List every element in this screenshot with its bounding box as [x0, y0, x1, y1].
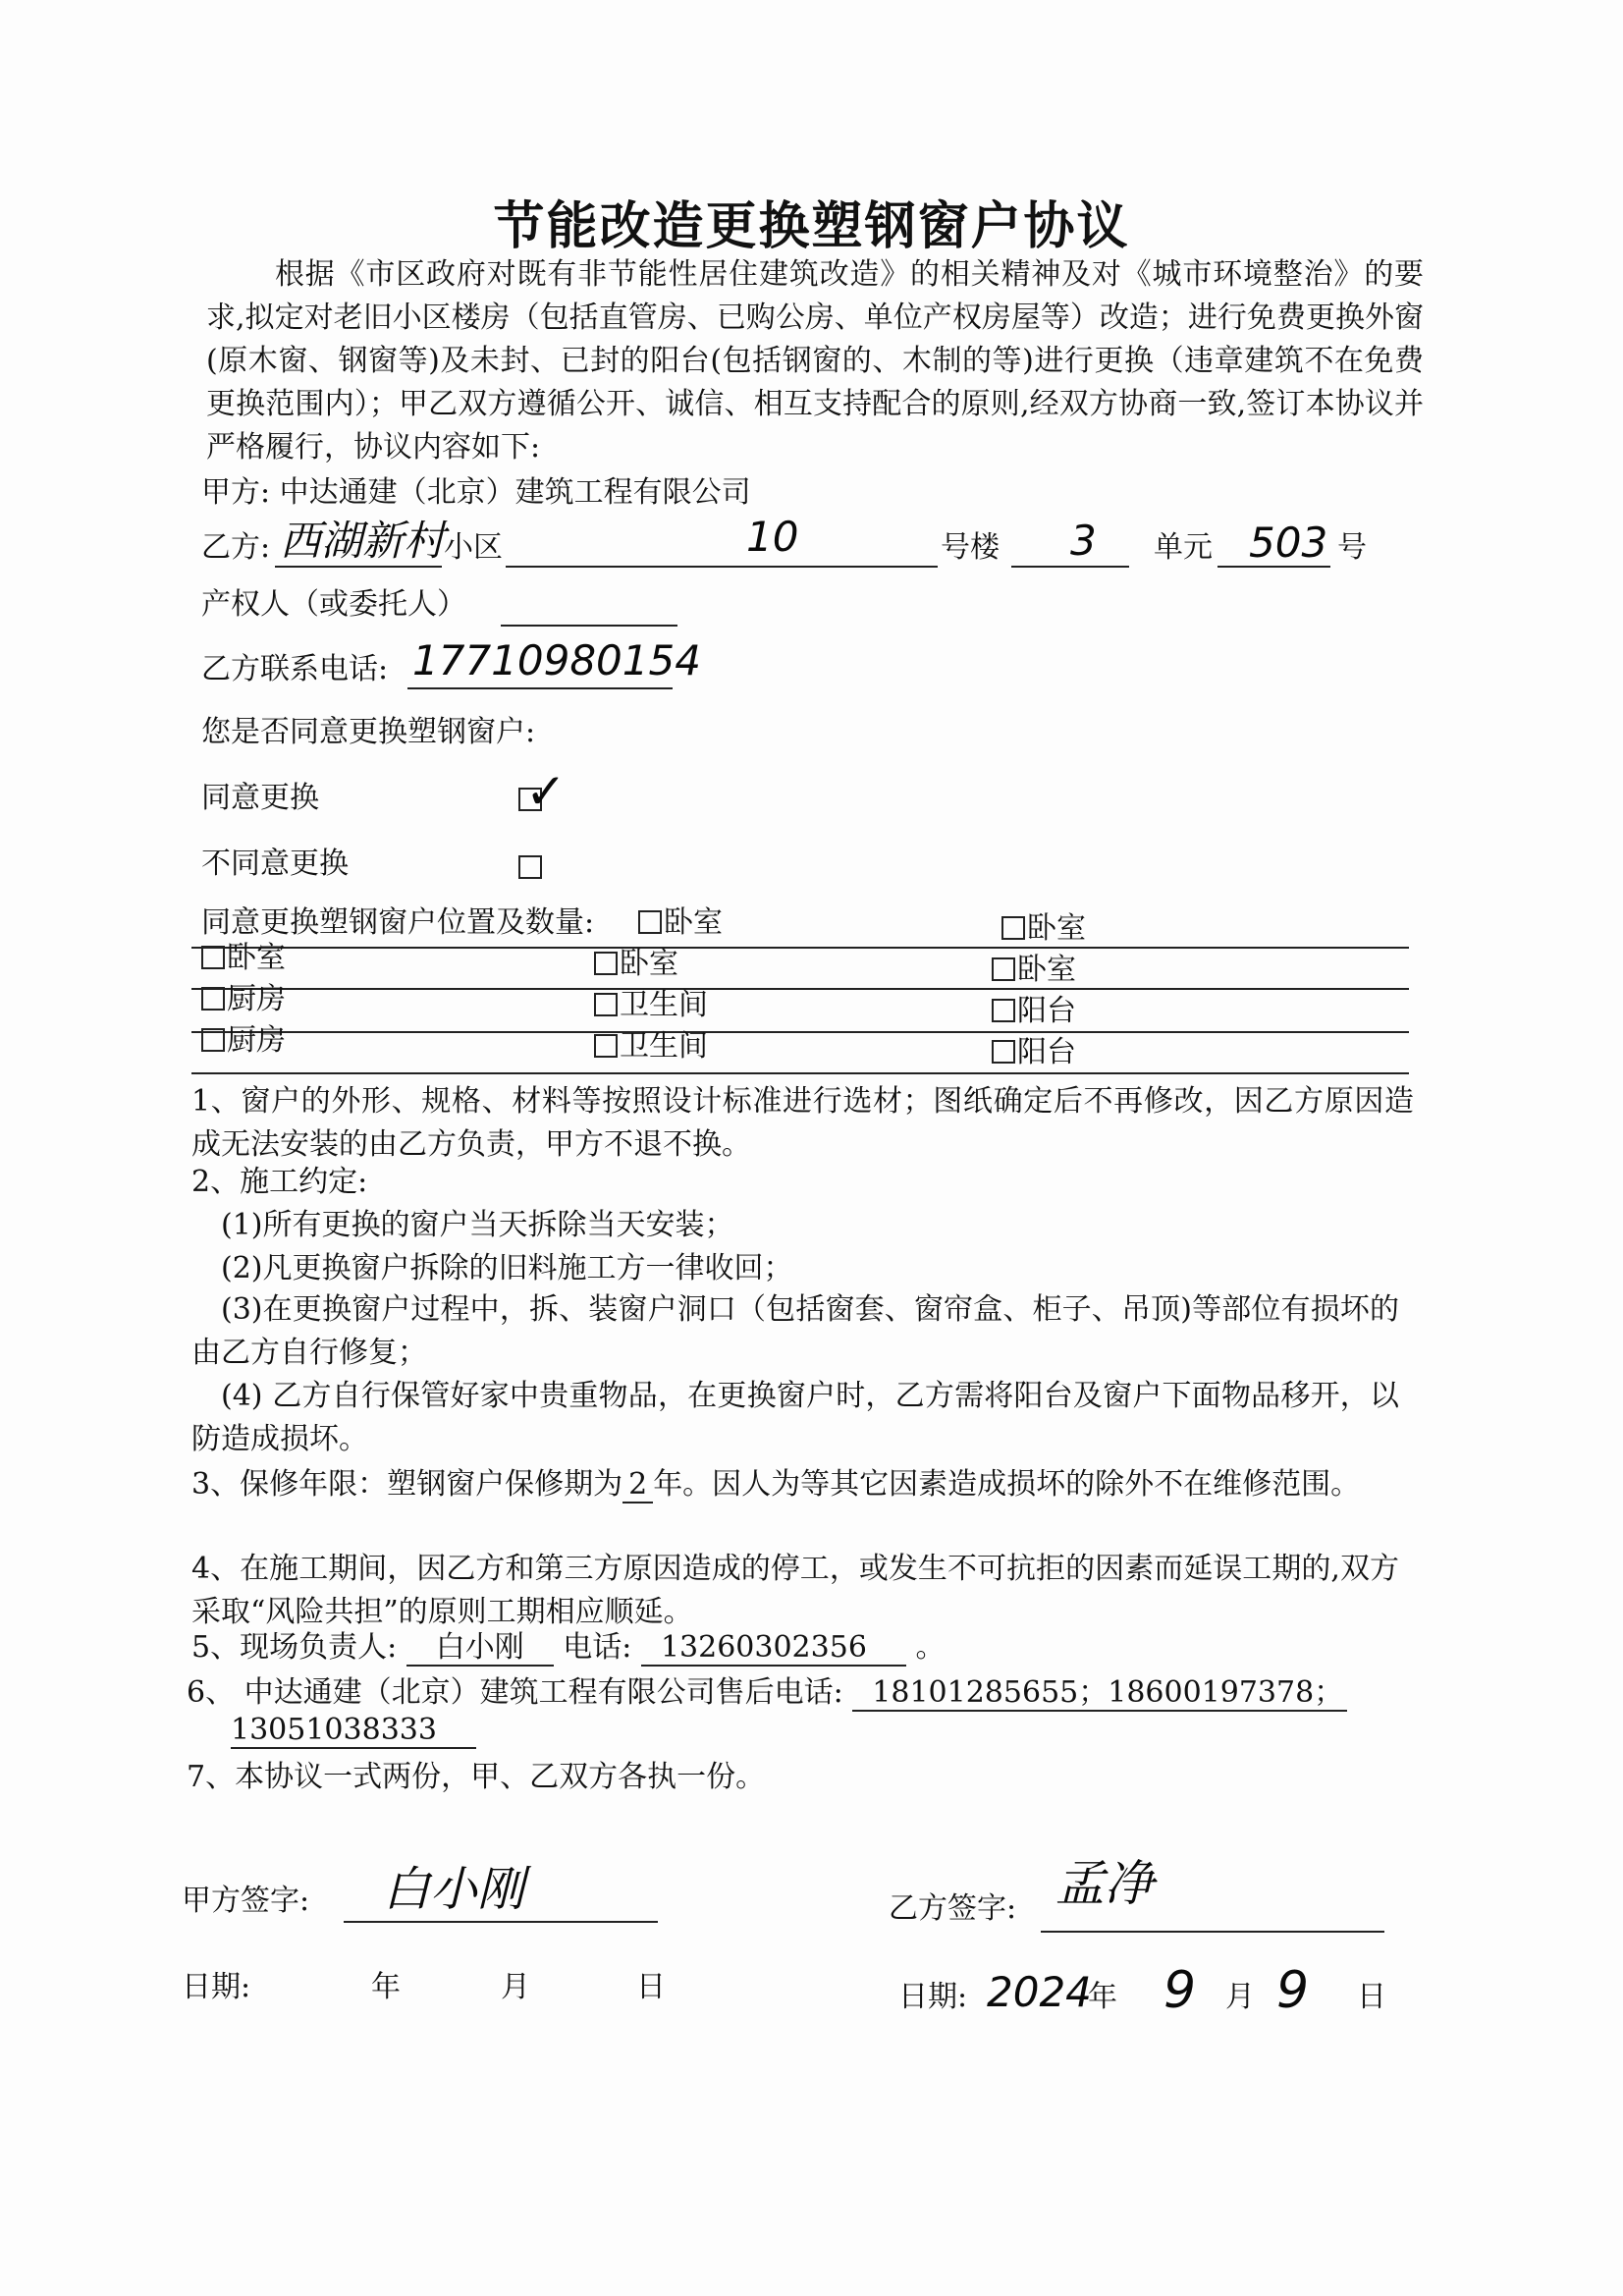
table-row-line	[191, 1072, 1409, 1074]
room-handwritten: 503	[1249, 519, 1328, 567]
disagree-label: 不同意更换	[201, 847, 349, 881]
position-item[interactable]: 厨房	[201, 982, 286, 1017]
sign-b-handwritten: 孟净	[1055, 1855, 1154, 1912]
building-suffix: 号楼	[941, 530, 1000, 565]
community-underline	[275, 566, 442, 568]
position-item[interactable]: 卧室	[1001, 911, 1086, 947]
unit-handwritten: 3	[1070, 517, 1097, 565]
clause-2-1: (1)所有更换的窗户当天拆除当天安装；	[221, 1208, 734, 1242]
date-a-month-label: 月	[501, 1970, 530, 2004]
position-item[interactable]: 厨房	[201, 1023, 286, 1059]
table-row-line	[191, 947, 1409, 949]
clause-2-2: (2)凡更换窗户拆除的旧料施工方一律收回；	[221, 1251, 793, 1285]
sign-b-label: 乙方签字:	[889, 1891, 1017, 1926]
room-suffix: 号	[1337, 530, 1367, 565]
document-title: 节能改造更换塑钢窗户协议	[493, 196, 1130, 256]
date-b-month-label: 月	[1225, 1980, 1255, 2014]
position-item[interactable]: 卫生间	[594, 988, 708, 1023]
date-b-day-label: 日	[1357, 1980, 1386, 2014]
phone-label: 乙方联系电话:	[201, 652, 389, 686]
table-row-line	[191, 1031, 1409, 1033]
clause-5: 5、现场负责人: 白小刚 电话: 13260302356 。	[191, 1630, 946, 1665]
clause-2: 2、施工约定:	[191, 1165, 368, 1199]
position-item[interactable]: 卧室	[992, 953, 1076, 988]
clause-4: 4、在施工期间，因乙方和第三方原因造成的停工，或发生不可抗拒的因素而延误工期的,双方采取“风险共担”的原则工期相应顺延。	[191, 1552, 1399, 1629]
after-sales-phones: 18101285655；18600197378；	[852, 1675, 1347, 1712]
site-manager-name: 白小刚	[406, 1630, 554, 1667]
community-suffix: 小区	[444, 530, 503, 565]
clause-6: 6、 中达通建（北京）建筑工程有限公司售后电话: 18101285655；18600197378；	[187, 1675, 1347, 1711]
unit-suffix: 单元	[1154, 530, 1213, 565]
sign-a-handwritten: 白小刚	[383, 1862, 525, 1917]
position-item[interactable]: 卧室	[201, 941, 286, 976]
warranty-years: 2	[622, 1467, 653, 1503]
room-underline	[1217, 566, 1330, 568]
date-a-year-label: 年	[371, 1970, 401, 2004]
sign-a-underline	[344, 1921, 658, 1923]
owner-underline	[501, 625, 677, 627]
clause-3: 3、保修年限：塑钢窗户保修期为 2 年。因人为等其它因素造成损坏的除外不在维修范围。	[191, 1467, 1361, 1502]
building-handwritten: 10	[746, 513, 799, 561]
phone-underline	[407, 687, 673, 689]
clause-7: 7、本协议一式两份，甲、乙双方各执一份。	[187, 1760, 766, 1794]
date-b-month-handwritten: 9	[1163, 1961, 1197, 2020]
positions-label: 同意更换塑钢窗户位置及数量:	[201, 905, 595, 940]
community-handwritten: 西湖新村	[280, 517, 446, 565]
position-item[interactable]: 卧室	[638, 905, 723, 941]
date-b-year-handwritten: 2024	[987, 1968, 1092, 2016]
unit-underline	[1011, 566, 1129, 568]
agree-label: 同意更换	[201, 781, 319, 815]
date-b-day-handwritten: 9	[1276, 1961, 1310, 2020]
table-row-line	[191, 988, 1409, 990]
clause-1: 1、窗户的外形、规格、材料等按照设计标准进行选材；图纸确定后不再修改，因乙方原因造成无法安装的由乙方负责，甲方不退不换。	[191, 1084, 1414, 1162]
date-b-year-label: 年	[1088, 1980, 1117, 2014]
date-a-label: 日期:	[182, 1970, 251, 2004]
party-a-line: 甲方: 中达通建（北京）建筑工程有限公司	[201, 475, 751, 510]
site-manager-phone: 13260302356	[641, 1630, 906, 1667]
building-underline	[506, 566, 938, 568]
phone-handwritten: 17710980154	[412, 636, 701, 684]
owner-label: 产权人（或委托人）	[201, 587, 466, 622]
party-b-label: 乙方:	[201, 530, 271, 565]
clause-2-3: (3)在更换窗户过程中，拆、装窗户洞口（包括窗套、窗帘盒、柜子、吊顶)等部位有损坏的由乙方自行修复；	[191, 1292, 1399, 1370]
sign-b-underline	[1041, 1931, 1384, 1933]
question-label: 您是否同意更换塑钢窗户:	[201, 715, 536, 749]
clause-2-4: (4) 乙方自行保管好家中贵重物品，在更换窗户时，乙方需将阳台及窗户下面物品移开，以防造成损坏。	[191, 1379, 1399, 1456]
after-sales-phone-3: 13051038333	[231, 1713, 476, 1748]
position-item[interactable]: 卫生间	[594, 1029, 708, 1065]
disagree-checkbox[interactable]	[518, 850, 544, 886]
position-item[interactable]: 阳台	[992, 1035, 1076, 1070]
sign-a-label: 甲方签字:	[182, 1884, 310, 1918]
date-b-label: 日期:	[898, 1980, 968, 2014]
intro-paragraph: 根据《市区政府对既有非节能性居住建筑改造》的相关精神及对《城市环境整治》的要求,拟定对老旧小区楼房（包括直管房、已购公房、单位产权房屋等）改造；进行免费更换外窗(原木窗、钢窗等)及未封、已封的阳台(包括钢窗的、木制的等)进行更换（违章建筑不在免费更换范围内）；甲乙双方遵循公开、诚信、相互支持配合的原则,经双方协商一致,签订本协议并严格履行，协议内容如下:	[206, 257, 1424, 465]
position-item[interactable]: 阳台	[992, 994, 1076, 1029]
date-a-day-label: 日	[636, 1970, 666, 2004]
check-mark-icon: ✓	[525, 763, 567, 820]
position-item[interactable]: 卧室	[594, 947, 678, 982]
